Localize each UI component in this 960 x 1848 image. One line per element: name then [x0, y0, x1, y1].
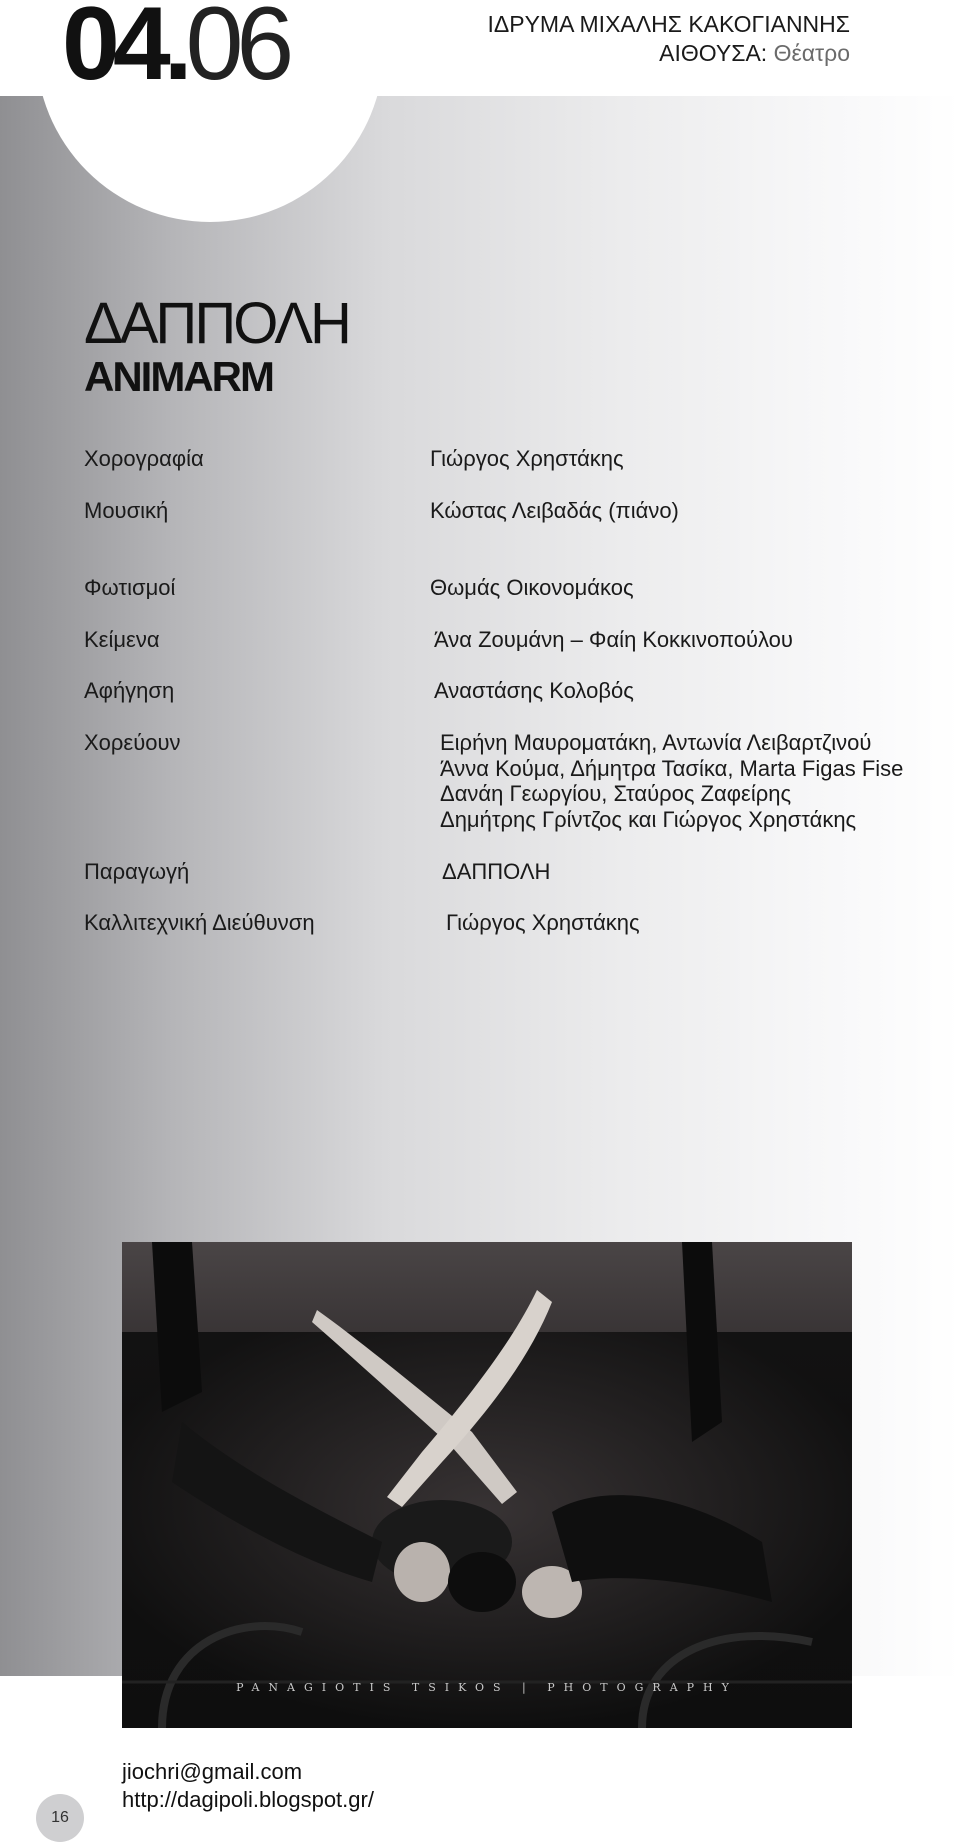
credit-value-dancers-2: Άννα Κούμα, Δήμητρα Τασίκα, Marta Figas Fise	[440, 756, 904, 781]
date-month: 06	[185, 0, 288, 102]
credit-label-music: Μουσική	[84, 498, 169, 523]
performance-photo	[122, 1242, 852, 1728]
hall-line	[487, 39, 850, 68]
page-number: 16	[36, 1794, 84, 1842]
contact-info	[122, 1758, 374, 1814]
credit-value-dancers-1: Ειρήνη Μαυροματάκη, Αντωνία Λειβαρτζινού	[440, 730, 872, 755]
credit-label-artistic-direction: Καλλιτεχνική Διεύθυνση	[84, 910, 315, 935]
credit-label-texts: Κείμενα	[84, 627, 160, 652]
contact-url[interactable]: http://dagipoli.blogspot.gr/	[122, 1787, 374, 1812]
credit-value-choreography: Γιώργος Χρηστάκης	[430, 446, 624, 471]
dancers-illustration	[122, 1242, 852, 1728]
event-date	[62, 0, 288, 102]
credit-value-music: Κώστας Λειβαδάς (πιάνο)	[430, 498, 679, 523]
credit-label-narration: Αφήγηση	[84, 678, 175, 703]
credit-value-dancers-4: Δημήτρης Γρίντζος και Γιώργος Χρηστάκης	[440, 807, 857, 832]
photo-credit-watermark: PANAGIOTIS TSIKOS | PHOTOGRAPHY	[236, 1681, 738, 1694]
credit-value-artistic-direction: Γιώργος Χρηστάκης	[446, 910, 640, 935]
hall-value: Θέατρο	[773, 40, 850, 66]
credit-label-production: Παραγωγή	[84, 859, 190, 884]
credit-value-lighting: Θωμάς Οικονομάκος	[430, 575, 634, 600]
venue-name: ΙΔΡΥΜΑ ΜΙΧΑΛΗΣ ΚΑΚΟΓΙΑΝΝΗΣ	[487, 11, 850, 37]
contact-email[interactable]: jiochri@gmail.com	[122, 1759, 303, 1784]
show-title: ANIMARM	[84, 353, 273, 400]
credit-label-dancers: Χορεύουν	[84, 730, 181, 755]
date-day: 04	[62, 0, 164, 102]
date-separator: .	[163, 0, 186, 102]
credit-value-dancers-3: Δανάη Γεωργίου, Σταύρος Ζαφείρης	[440, 781, 792, 806]
credit-value-texts: Άνα Ζουμάνη – Φαίη Κοκκινοπούλου	[434, 627, 793, 652]
credit-label-choreography: Χορογραφία	[84, 446, 204, 471]
credit-value-narration: Αναστάσης Κολοβός	[434, 678, 634, 703]
performance-title	[84, 291, 349, 400]
credit-label-lighting: Φωτισμοί	[84, 575, 176, 600]
venue-info	[487, 10, 850, 68]
company-name: ΔΑΠΠΟΛΗ	[84, 291, 349, 356]
credit-value-production: ΔΑΠΠΟΛΗ	[442, 859, 551, 884]
hall-label: ΑΙΘΟΥΣΑ:	[659, 40, 768, 66]
